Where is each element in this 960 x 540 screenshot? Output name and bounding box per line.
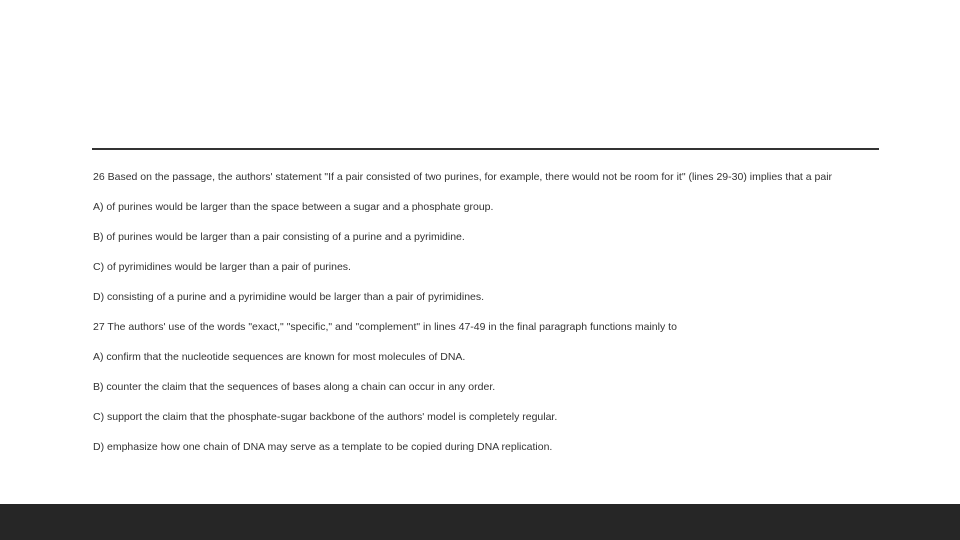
question-27-option-a: A) confirm that the nucleotide sequences are known for most molecules of DNA.: [93, 351, 466, 363]
question-list: [93, 170, 893, 470]
question-26-option-c: C) of pyrimidines would be larger than a pair of purines.: [93, 261, 351, 273]
question-27-option-d: D) emphasize how one chain of DNA may serve as a template to be copied during DNA replication.: [93, 441, 553, 453]
footer-bar: [0, 504, 960, 540]
question-26-option-b: B) of purines would be larger than a pair consisting of a purine and a pyrimidine.: [93, 231, 465, 243]
question-26-option-a: A) of purines would be larger than the space between a sugar and a phosphate group.: [93, 201, 494, 213]
question-27-option-c: C) support the claim that the phosphate-sugar backbone of the authors' model is completely regular.: [93, 411, 558, 423]
question-27-stem: 27 The authors' use of the words "exact," "specific," and "complement" in lines 47-49 in the final paragraph functions mainly to: [93, 321, 677, 333]
question-27-option-b: B) counter the claim that the sequences of bases along a chain can occur in any order.: [93, 381, 496, 393]
question-26-option-d: D) consisting of a purine and a pyrimidine would be larger than a pair of pyrimidines.: [93, 291, 485, 303]
horizontal-divider: [92, 148, 879, 150]
question-26-stem: 26 Based on the passage, the authors' statement "If a pair consisted of two purines, for example, there would not be room for it" (lines 29-30) implies that a pair: [93, 171, 833, 183]
